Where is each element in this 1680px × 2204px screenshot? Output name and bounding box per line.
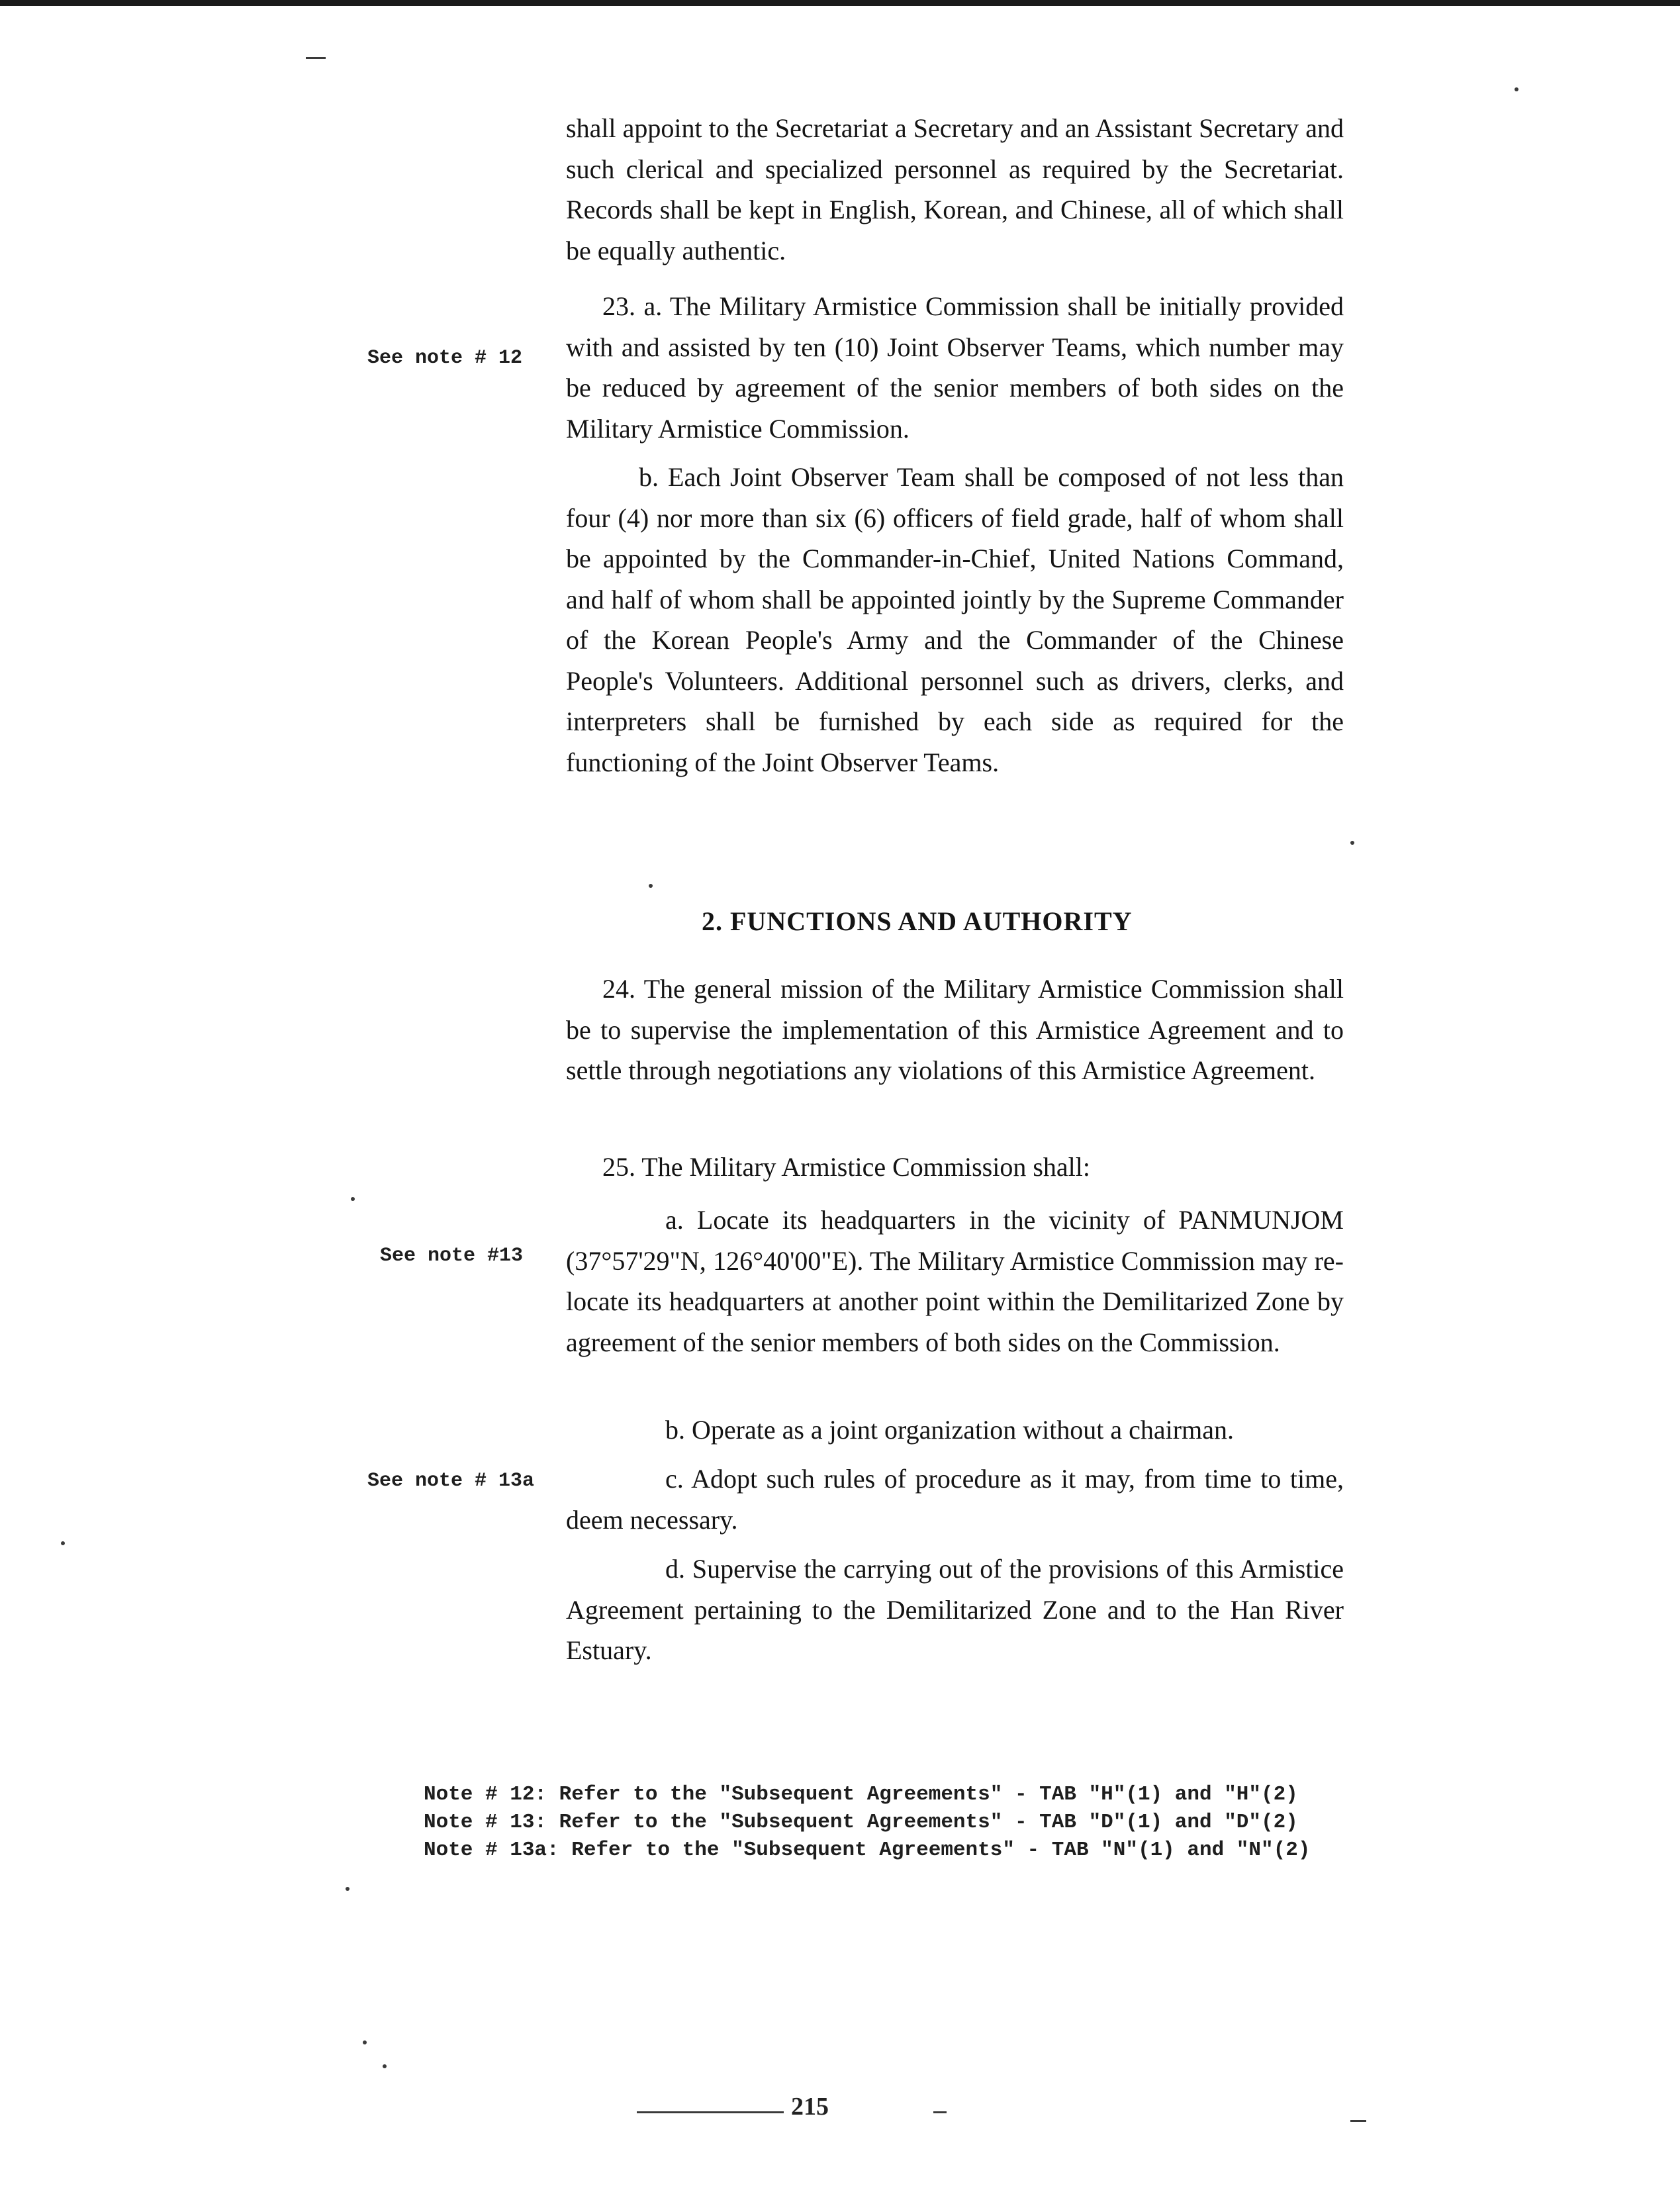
scan-artifact: [351, 1197, 355, 1201]
scan-artifact: [1350, 841, 1354, 845]
margin-note-13a: See note # 13a: [367, 1470, 535, 1492]
paragraph-25d: d. Supervise the carrying out of the provisions of this Armistice Agreement pertaining to the Demilitarized Zone and to the Han River Estuary.: [566, 1554, 1344, 1665]
scan-top-edge: [0, 0, 1680, 6]
footnotes: [424, 1781, 1377, 1864]
paragraph-25: 25. The Military Armistice Commission shall:: [602, 1152, 1091, 1182]
footnote-13: Note # 13: Refer to the "Subsequent Agreements" - TAB "D"(1) and "D"(2): [424, 1811, 1298, 1834]
scan-artifact: [363, 2040, 367, 2044]
scan-artifact: [933, 2111, 947, 2113]
scan-artifact: [1350, 2120, 1366, 2122]
paragraph-24: 24. The general mission of the Military Armistice Commission shall be to supervise the implementation of this Armistice Agreement and to settle through negotiations any violations of this Armistice Agreement.: [566, 974, 1344, 1085]
scan-artifact: [306, 57, 326, 59]
scan-artifact: [637, 2111, 784, 2113]
section-heading: 2. FUNCTIONS AND AUTHORITY: [702, 906, 1133, 936]
scan-artifact: [649, 884, 653, 888]
page-number: 215: [791, 2093, 829, 2121]
paragraph-25c: c. Adopt such rules of procedure as it may, from time to time, deem necessary.: [566, 1464, 1344, 1535]
margin-note-12: See note # 12: [367, 347, 523, 369]
margin-note-13: See note #13: [380, 1245, 524, 1267]
scan-artifact: [1515, 87, 1518, 91]
scan-artifact: [346, 1887, 350, 1891]
paragraph-25a: a. Locate its headquarters in the vicinity of PANMUNJOM (37°57'29"N, 126°40'00"E). The Military Armistice Commission may re-locate its headquarters at another point within the Demilitarized Zone by agreement of the senior members of both sides on the Commission.: [566, 1205, 1344, 1357]
paragraph-25b: b. Operate as a joint organization without a chairman.: [665, 1415, 1234, 1445]
paragraph-23b: b. Each Joint Observer Team shall be composed of not less than four (4) nor more than six (6) officers of field grade, half of whom shall be appointed by the Commander-in-Chief, United Nations Command, and half of whom shall be appointed jointly by the Supreme Commander of the Korean People's Army and the Commander of the Chinese People's Volunteers. Additional personnel such as drivers, clerks, and interpreters shall be furnished by each side as required for the functioning of the Joint Observer Teams.: [566, 462, 1344, 777]
footnote-12: Note # 12: Refer to the "Subsequent Agreements" - TAB "H"(1) and "H"(2): [424, 1783, 1298, 1806]
paragraph-23a: 23. a. The Military Armistice Commission shall be initially provided with and assisted by ten (10) Joint Observer Teams, which number may be reduced by agreement of the senior members of both sides on the Military Armistice Commission.: [566, 291, 1344, 444]
footnote-13a: Note # 13a: Refer to the "Subsequent Agreements" - TAB "N"(1) and "N"(2): [424, 1839, 1311, 1862]
scan-artifact: [61, 1541, 65, 1545]
scan-artifact: [383, 2064, 387, 2068]
paragraph-22-continued: shall appoint to the Secretariat a Secretary and an Assistant Secretary and such clerical and specialized personnel as required by the Secretariat. Records shall be kept in English, Korean, and Chinese, all of which shall be equally authentic.: [566, 113, 1344, 265]
